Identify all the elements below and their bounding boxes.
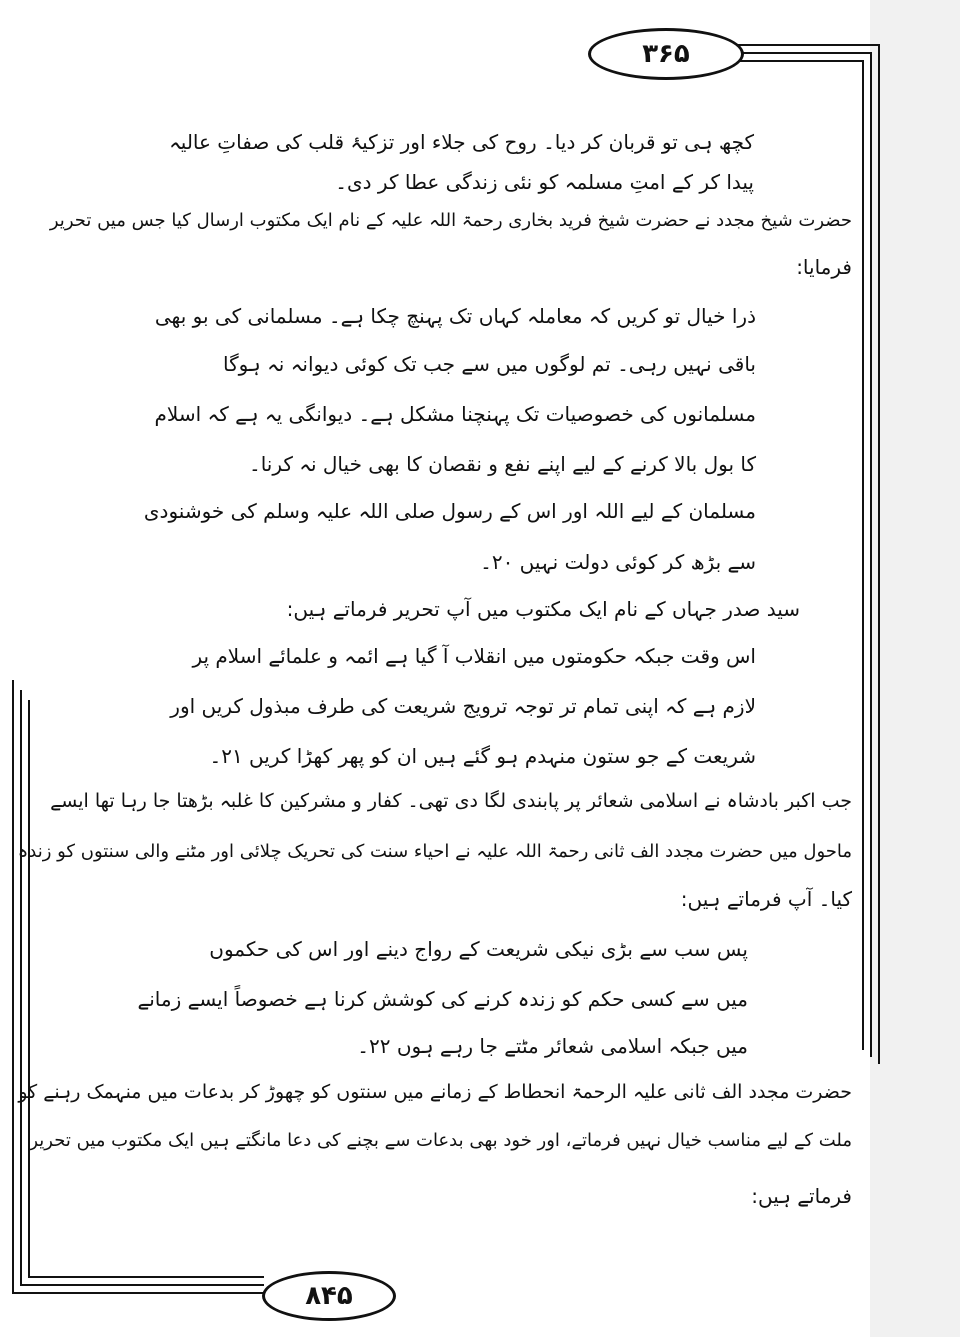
scan-edge-strip bbox=[870, 0, 960, 1337]
quote-line: سے بڑھ کر کوئی دولت نہیں ۲۰۔ bbox=[480, 550, 756, 574]
text-line: کیا۔ آپ فرماتے ہیں: bbox=[680, 887, 852, 911]
text-line: کچھ ہی تو قربان کر دیا۔ روح کی جلاء اور تزکیۂ قلب کی صفاتِ عالیہ bbox=[169, 130, 754, 154]
top-frame-vline-1 bbox=[878, 44, 880, 1064]
top-frame-line-2 bbox=[738, 52, 870, 54]
quote-line: مسلمانوں کی خصوصیات تک پہنچنا مشکل ہے۔ دیوانگی یہ ہے کہ اسلام bbox=[154, 402, 756, 426]
text-line: فرماتے ہیں: bbox=[751, 1184, 852, 1208]
bottom-page-number: ۸۴۵ bbox=[262, 1271, 396, 1321]
quote-line: میں سے کسی حکم کو زندہ کرنے کی کوشش کرنا ہے خصوصاً ایسے زمانے bbox=[137, 987, 748, 1011]
quote-line: کا بول بالا کرنے کے لیے اپنے نفع و نقصان کا بھی خیال نہ کرنا۔ bbox=[248, 452, 756, 476]
quote-line: باقی نہیں رہی۔ تم لوگوں میں سے جب تک کوئی دیوانہ نہ ہوگا bbox=[223, 352, 756, 376]
quote-line: لازم ہے کہ اپنی تمام تر توجہ ترویج شریعت کی طرف مبذول کریں اور bbox=[170, 694, 756, 718]
text-line: فرمایا: bbox=[796, 255, 852, 279]
top-page-number: ۳۶۵ bbox=[588, 28, 744, 80]
text-line: جب اکبر بادشاہ نے اسلامی شعائر پر پابندی لگا دی تھی۔ کفار و مشرکین کا غلبہ بڑھتا جا رہا تھا ایسے bbox=[50, 790, 852, 812]
bottom-frame-line-3 bbox=[28, 1276, 264, 1278]
quote-line: ذرا خیال تو کریں کہ معاملہ کہاں تک پہنچ چکا ہے۔ مسلمانی کی بو بھی bbox=[154, 304, 756, 328]
text-line: ماحول میں حضرت مجدد الف ثانی رحمۃ اللہ علیہ نے احیاء سنت کی تحریک چلائی اور مٹنے والی سنتوں کو زندہ bbox=[17, 841, 852, 862]
quote-line: اس وقت جبکہ حکومتوں میں انقلاب آ گیا ہے ائمہ و علمائے اسلام پر bbox=[192, 644, 756, 668]
text-line: پیدا کر کے امتِ مسلمہ کو نئی زندگی عطا کر دی۔ bbox=[335, 170, 754, 194]
bottom-frame-line-1 bbox=[12, 1292, 264, 1294]
quote-line: پس سب سے بڑی نیکی شریعت کے رواج دینے اور اس کی حکموں bbox=[209, 937, 748, 961]
quote-line: شریعت کے جو ستون منہدم ہو گئے ہیں ان کو پھر کھڑا کریں ۲۱۔ bbox=[209, 744, 756, 768]
quote-line: مسلمان کے لیے اللہ اور اس کے رسول صلی اللہ علیہ وسلم کی خوشنودی bbox=[143, 499, 756, 523]
text-line: حضرت شیخ مجدد نے حضرت شیخ فرید بخاری رحمۃ اللہ علیہ کے نام ایک مکتوب ارسال کیا جس میں تحریر bbox=[49, 210, 852, 231]
bottom-frame-vline-3 bbox=[28, 700, 30, 1276]
bottom-frame-vline-1 bbox=[12, 680, 14, 1292]
bottom-frame-vline-2 bbox=[20, 690, 22, 1284]
top-frame-line-3 bbox=[738, 60, 862, 62]
top-frame-vline-3 bbox=[862, 60, 864, 1050]
text-line: ملت کے لیے مناسب خیال نہیں فرماتے، اور خود بھی بدعات سے بچنے کی دعا مانگتے ہیں ایک مکتوب میں تحریر bbox=[29, 1130, 852, 1151]
top-frame-vline-2 bbox=[870, 52, 872, 1057]
text-line: حضرت مجدد الف ثانی علیہ الرحمۃ انحطاط کے زمانے میں سنتوں کو چھوڑ کر بدعات میں منہمک رہنے کو bbox=[18, 1081, 852, 1103]
text-line: سید صدر جہاں کے نام ایک مکتوب میں آپ تحریر فرماتے ہیں: bbox=[286, 597, 800, 621]
top-frame-line-1 bbox=[738, 44, 878, 46]
quote-line: میں جبکہ اسلامی شعائر مٹتے جا رہے ہوں ۲۲۔ bbox=[357, 1034, 748, 1058]
bottom-frame-line-2 bbox=[20, 1284, 264, 1286]
